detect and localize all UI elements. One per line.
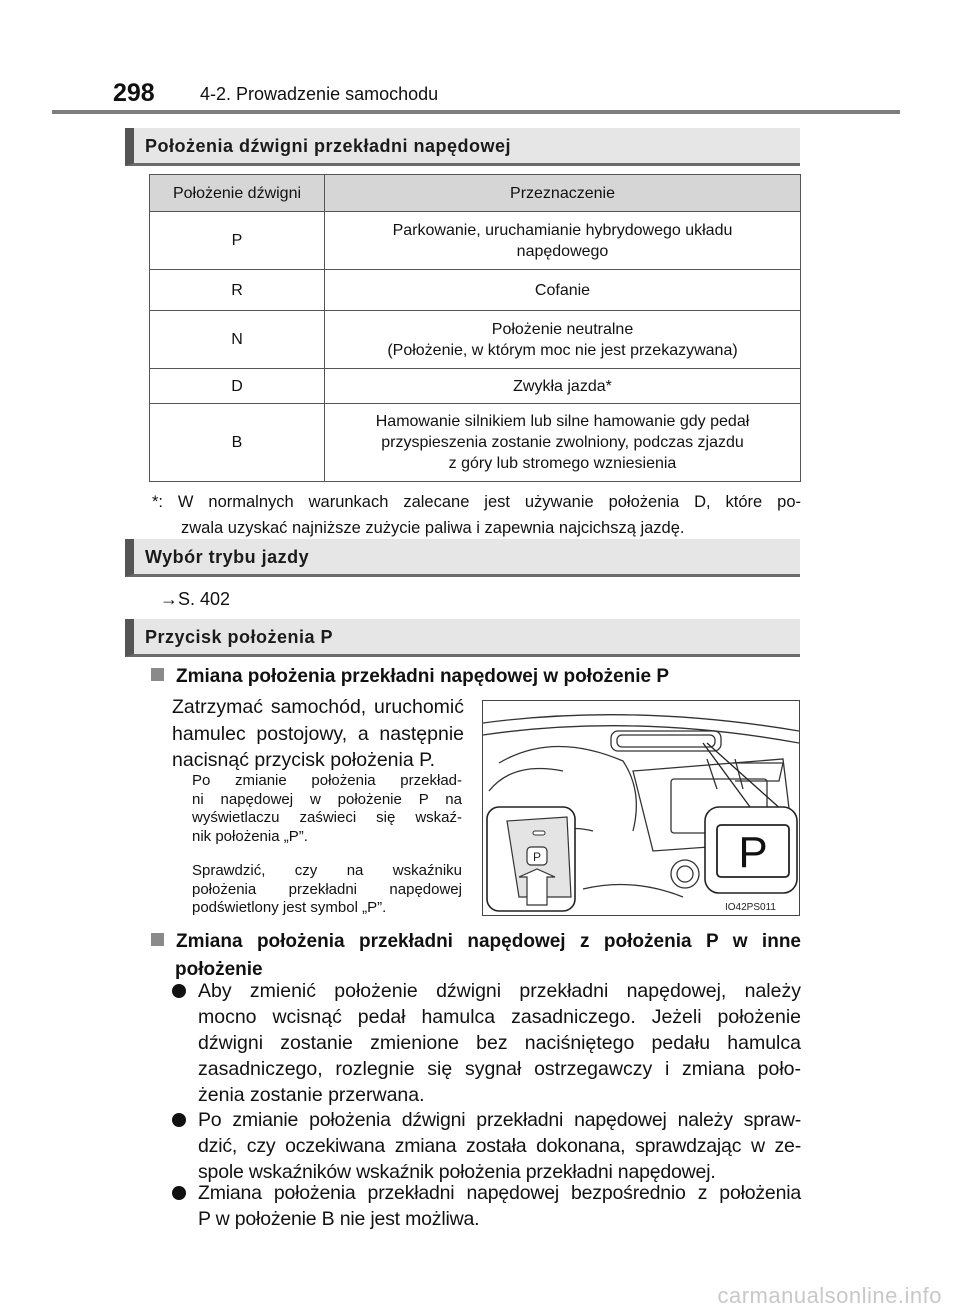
page-number: 298	[113, 79, 155, 107]
purpose-cell: Zwykła jazda*	[325, 369, 801, 404]
position-cell: D	[150, 369, 325, 404]
table-row	[150, 369, 801, 404]
gear-position-table	[149, 174, 801, 482]
subheading-shift-from-p: Zmiana położenia przekładni napędowej z położenia P w inne położenie	[151, 928, 801, 984]
table-row	[150, 311, 801, 369]
page-reference-link[interactable]: →S. 402	[160, 589, 231, 609]
bullet-dot-icon	[172, 984, 186, 998]
chapter-title: 4-2. Prowadzenie samochodu	[200, 84, 439, 104]
position-cell: R	[150, 270, 325, 311]
table-row	[150, 404, 801, 482]
list-item: Aby zmienić położenie dźwigni przekładni napędowej, należy mocno wcisnąć pedał hamulca zasadniczego. Jeżeli położenie dźwigni zostanie zmienione bez naciśniętego pedału hamulca zasadniczego, rozlegnie się sygnał ostrzegawczy i zmiana poło- żenia zostanie przerwana.	[172, 978, 801, 1108]
subheading-shift-to-p: Zmiana położenia przekładni napędowej w położenie P	[151, 663, 669, 691]
table-footnote: *: W normalnych warunkach zalecane jest używanie położenia D, które po- zwala uzyskać najniższe zużycie paliwa i zapewnia najcichszą jazdę.	[152, 493, 801, 537]
purpose-cell: Położenie neutralne (Położenie, w którym moc nie jest przekazywana)	[325, 311, 801, 369]
bullet-dot-icon	[172, 1113, 186, 1127]
section-heading-gear-positions	[125, 128, 800, 166]
section-heading-text: Wybór trybu jazdy	[145, 547, 310, 567]
note-indicator: Po zmianie położenia przekład- ni napędowej w położenie P na wyświetlaczu zaświeci się wskaź- nik położenia „P”.	[192, 772, 462, 845]
p-button-inset	[487, 807, 575, 911]
square-bullet-icon	[151, 668, 164, 681]
position-cell: N	[150, 311, 325, 369]
p-indicator-letter: P	[738, 828, 768, 877]
list-item: Zmiana położenia przekładni napędowej bezpośrednio z położenia P w położenie B nie jest możliwa.	[172, 1180, 801, 1232]
table-header-row	[150, 175, 801, 212]
purpose-cell: Hamowanie silnikiem lub silne hamowanie gdy pedał przyspieszenia zostanie zwolniony, podczas zjazdu z góry lub stromego wzniesienia	[325, 404, 801, 482]
purpose-cell: Parkowanie, uruchamianie hybrydowego układu napędowego	[325, 212, 801, 270]
square-bullet-icon	[151, 933, 164, 946]
dashboard-drawing	[483, 701, 799, 915]
column-header-purpose: Przeznaczenie	[325, 175, 801, 212]
table-row	[150, 212, 801, 270]
list-item: Po zmianie położenia dźwigni przekładni napędowej należy spraw- dzić, czy oczekiwana zmiana została dokonana, sprawdzając w ze- spole wskaźników wskaźnik położenia przekładni napędowej.	[172, 1107, 801, 1185]
p-button-letter: P	[532, 850, 542, 864]
section-heading-drive-mode	[125, 539, 800, 577]
p-indicator-callout	[705, 807, 797, 893]
section-heading-p-button	[125, 619, 800, 657]
watermark: carmanualsonline.info	[717, 1283, 942, 1308]
instruction-text: Zatrzymać samochód, uruchomić hamulec postojowy, a następnie nacisnąć przycisk położenia P.	[172, 696, 464, 771]
purpose-cell: Cofanie	[325, 270, 801, 311]
column-header-position: Położenie dźwigni	[150, 175, 325, 212]
position-cell: B	[150, 404, 325, 482]
dashboard-illustration	[482, 700, 800, 916]
section-heading-text: Przycisk położenia P	[145, 627, 334, 647]
illustration-code: IO42PS011	[725, 902, 776, 913]
header-rule	[52, 110, 900, 114]
bullet-dot-icon	[172, 1186, 186, 1200]
note-check-symbol: Sprawdzić, czy na wskaźniku położenia przekładni napędowej podświetlony jest symbol „P”.	[192, 862, 462, 916]
table-row	[150, 270, 801, 311]
section-heading-text: Położenia dźwigni przekładni napędowej	[145, 136, 512, 156]
position-cell: P	[150, 212, 325, 270]
